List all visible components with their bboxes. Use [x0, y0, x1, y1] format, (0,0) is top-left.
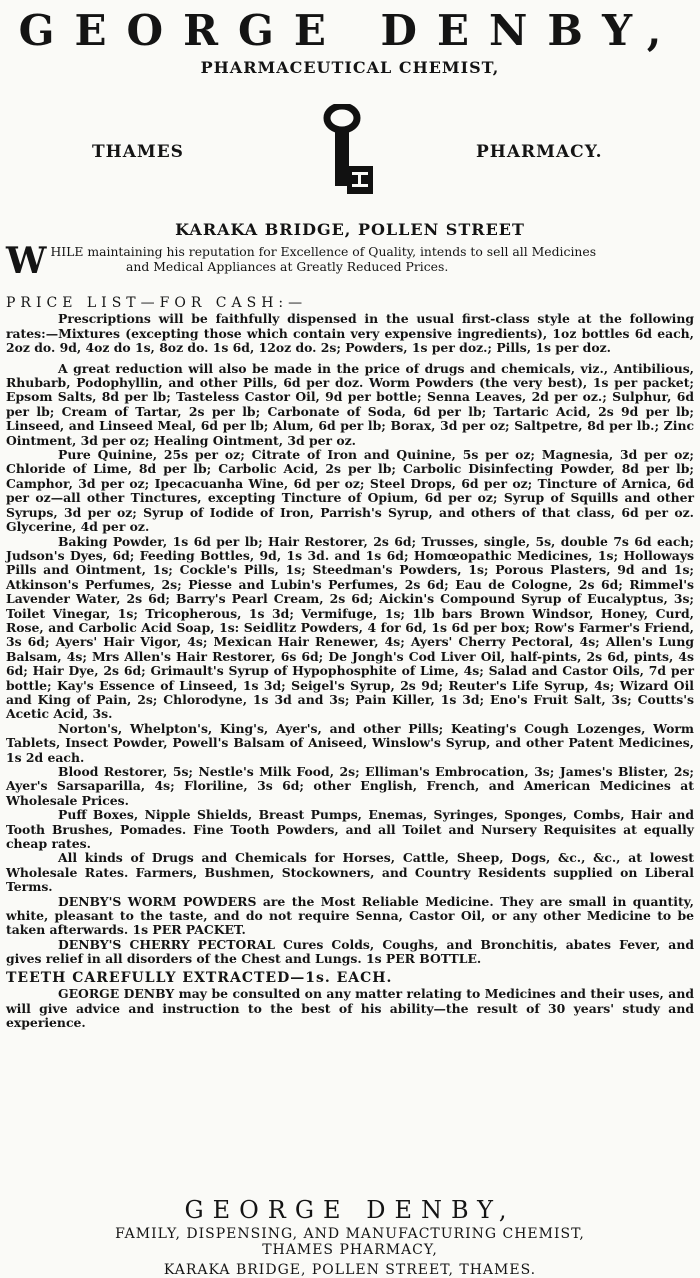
paragraph-blood-restorer: Blood Restorer, 5s; Nestle's Milk Food, 2s; Elliman's Embrocation, 3s; James's Blister, 2s; Ayer's Sarsaparilla, 4s; Floriline, 3s 6d; other English, French, and American Medicines at Wholesale Prices. — [6, 764, 694, 808]
paragraph-baking-powder: Baking Powder, 1s 6d per lb; Hair Restorer, 2s 6d; Trusses, single, 5s, double 7s 6d each; Judson's Dyes, 6d; Feeding Bottles, 9d, 1s 3d. and 1s 6d; Homœopathic Medicines, 1s; Holloways Pills and Ointment, 1s; Cockle's Pills, 1s; Steedman's Powders, 1s; Porous Plasters, 9d and 1s; Atkinson's Perfumes, 2s; Piesse and Lubin's Perfumes, 2s 6d; Eau de Cologne, 2s 6d; Rimmel's Lavender Water, 2s 6d; Barry's Pearl Cream, 2s 6d; Aickin's Compound Syrup of Eucalyptus, 3s; Toilet Vinegar, 1s; Tricopherous, 1s 3d; Vermifuge, 1s; 1lb bars Brown Windsor, Honey, Curd, Rose, and Carbolic Acid Soap, 1s: Seidlitz Powders, 4 for 6d, 1s 6d per box; Row's Farmer's Friend, 3s 6d; Ayers' Hair Vigor, 4s; Mexican Hair Renewer, 4s; Ayers' Cherry Pectoral, 4s; Allen's Lung Balsam, 4s; Mrs Allen's Hair Restorer, 6s 6d; De Jongh's Cod Liver Oil, half-pints, 2s 6d, pints, 4s 6d; Hair Dye, 2s 6d; Grimault's Syrup of Hypophosphite of Lime, 4s; Salad and Castor Oils, 7d per bottle; Kay's Essence of Linseed, 1s 3d; Seigel's Syrup, 2s 9d; Reuter's Life Syrup, 4s; Wizard Oil and King of Pain, 2s; Chlorodyne, 1s 3d and 3s; Pain Killer, 1s 3d; Eno's Fruit Salt, 3s; Coutts's Acetic Acid, 3s. — [6, 533, 694, 722]
key-icon — [318, 104, 380, 200]
masthead-name: GEORGE DENBY, — [18, 6, 682, 55]
footer — [0, 1196, 700, 1278]
paragraph-prescriptions: Prescriptions will be faithfully dispensed in the usual first-class style at the following rates:—Mixtures (excepting those which contain very expensive ingredients), 1oz bottles 6d each, 2oz do. 9d, 4oz do 1s, 8oz do. 1s 6d, 12oz do. 2s; Powders, 1s per doz.; Pills, 1s per doz. — [6, 311, 694, 356]
footer-line-3: KARAKA BRIDGE, POLLEN STREET, THAMES. — [163, 1262, 537, 1278]
intro-line-2: and Medical Appliances at Greatly Reduced Prices. — [126, 259, 449, 274]
price-list-body — [6, 292, 694, 1030]
paragraph-quinine: Pure Quinine, 25s per oz; Citrate of Iron and Quinine, 5s per oz; Magnesia, 3d per oz; Chloride of Lime, 8d per lb; Carbolic Acid, 2s per lb; Carbolic Disinfecting Powder, 8d per lb; Camphor, 3d per oz; Ipecacuanha Wine, 6d per oz; Steel Drops, 6d per oz; Tincture of Arnica, 6d per oz—all other Tinctures, excepting Tincture of Opium, 6d per oz; Syrup of Squills and other Syrups, 3d per oz; Syrup of Iodide of Iron, Parrish's Syrup, and others of that class, 6d per oz. Glycerine, 4d per oz. — [6, 447, 694, 535]
profession-line: PHARMACEUTICAL CHEMIST, — [200, 58, 500, 77]
address-line: KARAKA BRIDGE, POLLEN STREET — [175, 220, 525, 239]
footer-line-1: FAMILY, DISPENSING, AND MANUFACTURING CHEMIST, — [115, 1226, 585, 1242]
paragraph-toilet: Puff Boxes, Nipple Shields, Breast Pumps, Enemas, Syringes, Sponges, Combs, Hair and Tooth Brushes, Pomades. Fine Tooth Powders, and all Toilet and Nursery Requisites at equally cheap rates. — [6, 807, 694, 852]
paragraph-animals: All kinds of Drugs and Chemicals for Horses, Cattle, Sheep, Dogs, &c., &c., at lowest Wholesale Rates. Farmers, Bushmen, Stockowners, and Country Residents supplied on Liberal Terms. — [6, 850, 694, 895]
drop-cap: W — [6, 240, 47, 282]
paragraph-worm-powders: DENBY'S WORM POWDERS are the Most Reliable Medicine. They are small in quantity, white, pleasant to the taste, and do not require Senna, Castor Oil, or any other Medicine to be taken afterwards. 1s PER PACKET. — [6, 893, 694, 938]
footer-name: GEORGE DENBY, — [184, 1196, 516, 1224]
paragraph-cherry-pectoral: DENBY'S CHERRY PECTORAL Cures Colds, Coughs, and Bronchitis, abates Fever, and gives relief in all disorders of the Chest and Lungs. 1s PER BOTTLE. — [6, 936, 694, 967]
intro-line-1: HILE maintaining his reputation for Excellence of Quality, intends to sell all Medicines — [50, 244, 597, 259]
thames-label: THAMES — [92, 142, 184, 162]
footer-line-2: THAMES PHARMACY, — [262, 1242, 438, 1258]
paragraph-drugs: A great reduction will also be made in the price of drugs and chemicals, viz., Antibilious, Rhubarb, Podophyllin, and other Pills, 6d per doz. Worm Powders (the very best), 1s per packet; Epsom Salts, 8d per lb; Tasteless Castor Oil, 9d per bottle; Senna Leaves, 2d per oz.; Sulphur, 6d per lb; Cream of Tartar, 2s per lb; Carbonate of Soda, 6d per lb; Tartaric Acid, 2s 9d per lb; Linseed, and Linseed Meal, 6d per lb; Alum, 6d per lb; Borax, 3d per oz; Saltpetre, 8d per lb.; Zinc Ointment, 3d per oz; Healing Ointment, 3d per oz. — [6, 360, 694, 448]
pharmacy-label: PHARMACY. — [476, 142, 603, 162]
intro-paragraph — [6, 240, 696, 282]
teeth-heading: TEETH CAREFULLY EXTRACTED—1s. EACH. — [6, 969, 393, 986]
paragraph-consult: GEORGE DENBY may be consulted on any matter relating to Medicines and their uses, and will give advice and instruction to the best of his ability—the result of 30 years' study and experience. — [6, 986, 694, 1030]
paragraph-pills: Norton's, Whelpton's, King's, Ayer's, and other Pills; Keating's Cough Lozenges, Worm Tablets, Insect Powder, Powell's Balsam of Aniseed, Winslow's Syrup, and other Patent Medicines, 1s 2d each. — [6, 720, 694, 765]
price-list-heading: PRICE LIST—FOR CASH:— — [6, 295, 308, 311]
